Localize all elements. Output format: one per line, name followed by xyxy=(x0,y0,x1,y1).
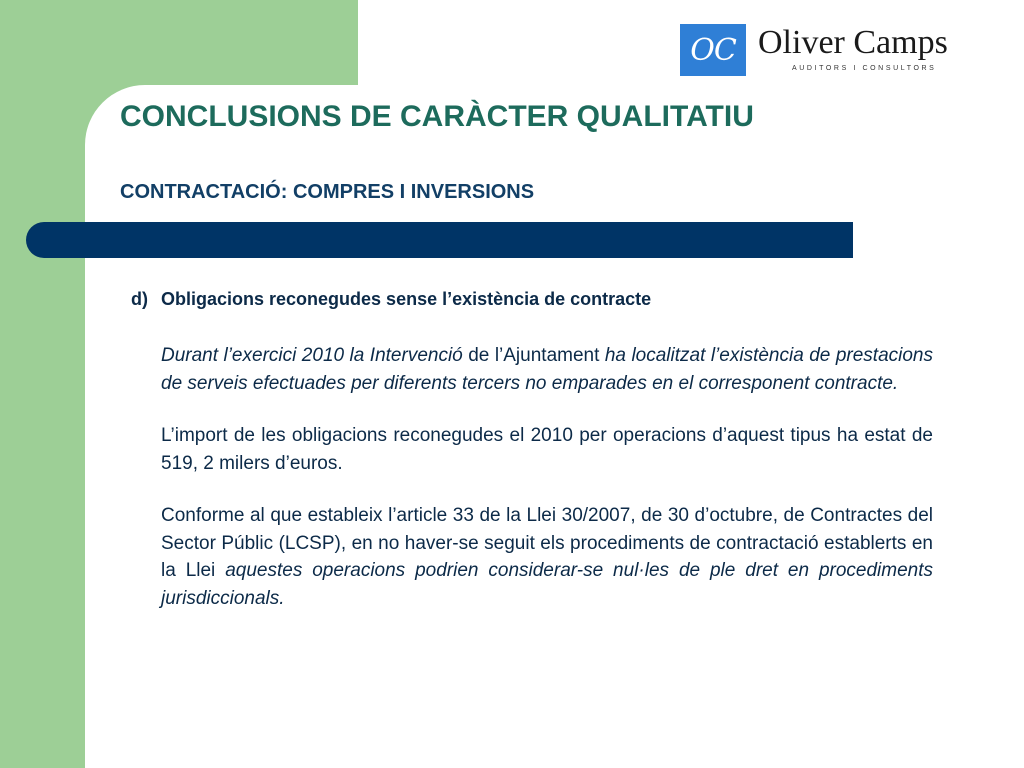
logo-tagline: AUDITORS I CONSULTORS xyxy=(792,65,937,72)
paragraph-3-part-1: Conforme al que estableix l’article 33 de la Llei 30/2007, de 30 d’octubre, de Contractes del Sector Públic (LCSP), en no haver-se seguit els procediments de contractació establerts en la Llei xyxy=(161,505,933,581)
paragraph-1-part-2: de l’Ajuntament xyxy=(462,345,605,366)
company-logo xyxy=(680,24,970,80)
green-frame-top xyxy=(0,0,358,85)
slide-title: CONCLUSIONS DE CARÀCTER QUALITATIU xyxy=(120,100,754,133)
body-text xyxy=(161,342,933,637)
section-heading xyxy=(131,289,651,310)
paragraph-3-part-2: aquestes operacions podrien considerar-se nul·les de ple dret en procediments jurisdiccionals. xyxy=(161,560,934,609)
logo-company-name: Oliver Camps xyxy=(758,24,948,61)
slide-subtitle: CONTRACTACIÓ: COMPRES I INVERSIONS xyxy=(120,181,535,203)
logo-monogram: OC xyxy=(690,32,736,68)
paragraph-3 xyxy=(161,502,933,612)
section-letter: d) xyxy=(131,289,148,309)
paragraph-1 xyxy=(161,342,933,397)
section-heading-text: Obligacions reconegudes sense l’existència de contracte xyxy=(161,289,652,309)
paragraph-1-part-3: ha localitzat l’existència de prestacions de serveis efectuades per diferents tercers no emparades en el corresponent contracte. xyxy=(161,345,933,394)
navy-divider-bar xyxy=(26,222,853,258)
paragraph-2: L’import de les obligacions reconegudes el 2010 per operacions d’aquest tipus ha estat de 519, 2 milers d’euros. xyxy=(161,425,933,474)
logo-monogram-box xyxy=(680,24,746,76)
green-frame-left xyxy=(0,0,85,768)
paragraph-1-part-1: Durant l’exercici 2010 la Intervenció xyxy=(161,345,463,366)
